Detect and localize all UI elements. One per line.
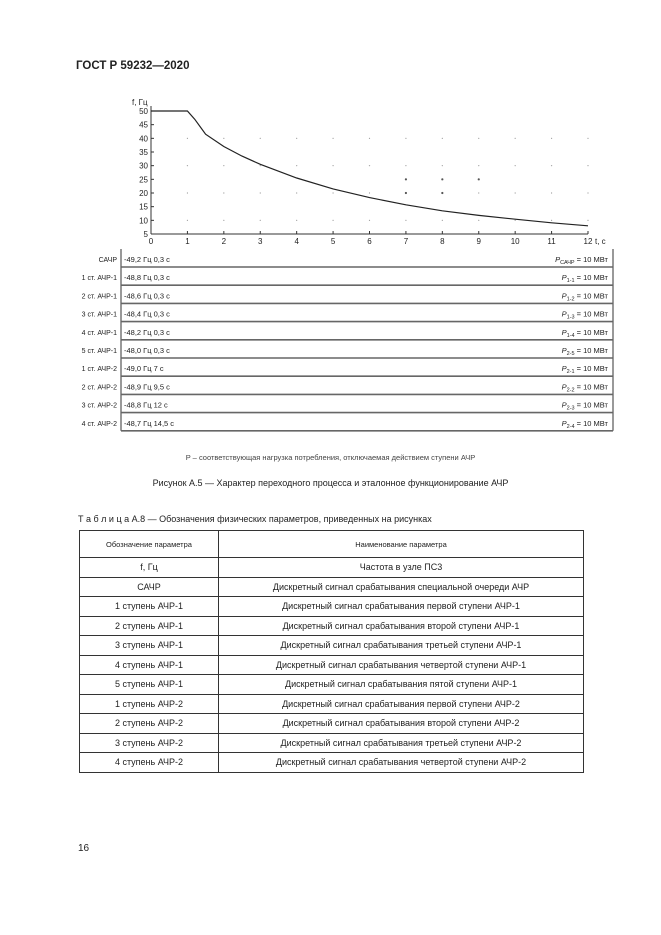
grid-dot bbox=[442, 220, 443, 221]
grid-dot bbox=[587, 165, 588, 166]
signal-row-label: 4 ст. АЧР-2 bbox=[81, 420, 117, 428]
grid-dot bbox=[405, 138, 406, 139]
power-symbol: P bbox=[561, 418, 567, 428]
x-tick-label: 5 bbox=[330, 237, 336, 246]
table-row bbox=[80, 675, 584, 695]
data-marker bbox=[405, 178, 407, 180]
param-name: Дискретный сигнал срабатывания третьей ступени АЧР-2 bbox=[219, 733, 584, 753]
data-marker bbox=[405, 192, 407, 194]
param-designation: 2 ступень АЧР-1 bbox=[80, 616, 219, 636]
power-subscript: 2-3 bbox=[566, 405, 575, 412]
x-tick-label: 10 bbox=[510, 237, 520, 246]
grid-dot bbox=[296, 138, 297, 139]
data-marker bbox=[478, 178, 480, 180]
signal-row-setting: -48,2 Гц 0,3 с bbox=[124, 327, 170, 337]
power-symbol: P bbox=[561, 291, 567, 301]
power-value: = 10 МВт bbox=[574, 418, 608, 428]
param-name: Дискретный сигнал срабатывания второй ступени АЧР-2 bbox=[219, 714, 584, 734]
power-symbol: P bbox=[561, 346, 567, 355]
data-marker bbox=[441, 178, 443, 180]
x-tick-label: 0 bbox=[148, 237, 154, 246]
grid-dot bbox=[260, 220, 261, 221]
signal-row-setting: -48,8 Гц 12 с bbox=[124, 400, 168, 410]
signal-row-setting: -48,6 Гц 0,3 с bbox=[124, 291, 170, 301]
x-tick-label: 6 bbox=[367, 237, 372, 246]
y-tick-label: 20 bbox=[139, 189, 148, 198]
grid-dot bbox=[223, 192, 224, 193]
param-name: Дискретный сигнал срабатывания пятой ступени АЧР-1 bbox=[219, 675, 584, 695]
power-symbol: P bbox=[561, 327, 567, 337]
y-tick-label: 15 bbox=[139, 202, 148, 212]
grid-dot bbox=[332, 220, 333, 221]
grid-dot bbox=[296, 165, 297, 166]
param-name: Дискретный сигнал срабатывания первой ступени АЧР-2 bbox=[219, 694, 584, 714]
grid-dot bbox=[478, 192, 479, 193]
frequency-line bbox=[151, 111, 588, 226]
signal-row-label: 2 ст. АЧР-1 bbox=[81, 293, 117, 301]
signal-row-setting: -48,9 Гц 9,5 с bbox=[124, 382, 170, 392]
grid-dot bbox=[515, 192, 516, 193]
grid-dot bbox=[296, 220, 297, 221]
signal-row-power bbox=[555, 255, 608, 266]
table-row bbox=[80, 733, 584, 753]
power-value: = 10 МВт bbox=[574, 364, 608, 374]
x-tick-label: 9 bbox=[476, 237, 481, 246]
power-symbol: P bbox=[561, 309, 567, 319]
param-designation: САЧР bbox=[80, 577, 219, 597]
signal-row-setting: -49,0 Гц 7 с bbox=[124, 364, 164, 374]
signal-row-label: 1 ст. АЧР-2 bbox=[81, 366, 117, 374]
signal-row-power bbox=[562, 419, 609, 430]
grid-dot bbox=[405, 165, 406, 166]
table-header-row bbox=[80, 531, 584, 558]
x-tick-label: 1 bbox=[185, 237, 190, 246]
y-tick-label: 40 bbox=[139, 134, 148, 144]
grid-dot bbox=[478, 138, 479, 139]
page-number: 16 bbox=[78, 843, 90, 854]
grid-dot bbox=[260, 192, 261, 193]
power-subscript: 2-1 bbox=[566, 369, 575, 376]
grid-dot bbox=[478, 220, 479, 221]
param-name: Дискретный сигнал срабатывания специальной очереди АЧР bbox=[219, 577, 584, 597]
grid-dot bbox=[332, 138, 333, 139]
power-subscript: 1-3 bbox=[566, 314, 575, 321]
power-subscript: 1-1 bbox=[566, 278, 575, 285]
signal-row-power bbox=[562, 401, 609, 412]
power-value: = 10 МВт bbox=[574, 400, 608, 410]
x-axis-label: t, с bbox=[595, 237, 606, 246]
y-tick-label: 5 bbox=[143, 230, 148, 239]
power-subscript: 1-2 bbox=[566, 296, 575, 303]
x-tick-label: 11 bbox=[547, 237, 556, 246]
x-tick-label: 7 bbox=[403, 237, 409, 246]
figure-footnote: P – соответствующая нагрузка потребления, отключаемая действием ступени АЧР bbox=[185, 453, 476, 462]
grid-dot bbox=[223, 165, 224, 166]
table-row bbox=[80, 714, 584, 734]
signal-row-power bbox=[562, 346, 609, 357]
power-symbol: P bbox=[555, 255, 561, 264]
signal-row-power bbox=[562, 328, 609, 339]
signal-row-label: 5 ст. АЧР-1 bbox=[81, 348, 117, 355]
grid-dot bbox=[369, 138, 370, 139]
grid-dot bbox=[515, 165, 516, 166]
grid-dot bbox=[442, 138, 443, 139]
param-designation: 2 ступень АЧР-2 bbox=[80, 714, 219, 734]
signal-row-setting: -48,8 Гц 0,3 с bbox=[124, 273, 170, 283]
signal-row-label: САЧР bbox=[98, 257, 117, 264]
power-symbol: P bbox=[561, 273, 567, 283]
signal-row-power bbox=[562, 382, 609, 393]
param-designation: 5 ступень АЧР-1 bbox=[80, 675, 219, 695]
y-tick-label: 50 bbox=[139, 107, 148, 116]
grid-dot bbox=[551, 220, 552, 221]
grid-dot bbox=[369, 220, 370, 221]
table-row bbox=[80, 558, 584, 578]
grid-dot bbox=[587, 192, 588, 193]
x-tick-label: 4 bbox=[294, 237, 299, 246]
x-tick-label: 8 bbox=[440, 237, 445, 246]
param-designation: 3 ступень АЧР-1 bbox=[80, 636, 219, 656]
figure-caption: Рисунок А.5 — Характер переходного процесса и эталонное функционирование АЧР bbox=[152, 478, 509, 488]
signal-row-label: 3 ст. АЧР-1 bbox=[81, 311, 117, 319]
grid-dot bbox=[332, 165, 333, 166]
grid-dot bbox=[187, 165, 188, 166]
parameters-table bbox=[79, 530, 584, 773]
signal-row-power bbox=[562, 364, 609, 375]
grid-dot bbox=[515, 138, 516, 139]
power-value: = 10 МВт bbox=[574, 309, 608, 319]
signal-row-label: 2 ст. АЧР-2 bbox=[81, 384, 117, 392]
param-designation: 1 ступень АЧР-2 bbox=[80, 694, 219, 714]
grid-dot bbox=[515, 220, 516, 221]
power-value: = 10 МВт bbox=[574, 382, 608, 392]
x-tick-label: 2 bbox=[221, 237, 227, 246]
power-value: = 10 МВт bbox=[574, 346, 608, 355]
signal-row-setting: -48,0 Гц 0,3 с bbox=[124, 346, 170, 355]
y-axis-label: f, Гц bbox=[132, 98, 148, 107]
param-name: Частота в узле ПС3 bbox=[219, 558, 584, 578]
grid-dot bbox=[187, 220, 188, 221]
table-row bbox=[80, 577, 584, 597]
table-row bbox=[80, 753, 584, 773]
param-designation: 4 ступень АЧР-2 bbox=[80, 753, 219, 773]
grid-dot bbox=[369, 165, 370, 166]
table-row bbox=[80, 616, 584, 636]
power-value: = 10 МВт bbox=[574, 255, 608, 264]
power-symbol: P bbox=[561, 364, 567, 374]
power-symbol: P bbox=[561, 400, 567, 410]
grid-dot bbox=[551, 192, 552, 193]
param-name: Дискретный сигнал срабатывания первой ступени АЧР-1 bbox=[219, 597, 584, 617]
grid-dot bbox=[223, 138, 224, 139]
grid-dot bbox=[587, 138, 588, 139]
param-designation: 3 ступень АЧР-2 bbox=[80, 733, 219, 753]
grid-dot bbox=[478, 165, 479, 166]
x-tick-label: 3 bbox=[258, 237, 263, 246]
grid-dot bbox=[260, 138, 261, 139]
table-row bbox=[80, 636, 584, 656]
frequency-chart bbox=[0, 0, 661, 450]
param-designation: f, Гц bbox=[80, 558, 219, 578]
signal-row-power bbox=[562, 291, 609, 302]
x-tick-label: 12 bbox=[583, 237, 593, 246]
y-tick-label: 25 bbox=[139, 175, 148, 185]
grid-dot bbox=[369, 192, 370, 193]
power-value: = 10 МВт bbox=[574, 291, 608, 301]
signal-row-setting: -49,2 Гц 0,3 с bbox=[124, 255, 170, 264]
y-tick-label: 10 bbox=[139, 216, 148, 226]
signal-row-label: 4 ст. АЧР-1 bbox=[81, 329, 117, 337]
param-name: Дискретный сигнал срабатывания четвертой ступени АЧР-2 bbox=[219, 753, 584, 773]
y-tick-label: 30 bbox=[139, 161, 148, 171]
param-name: Дискретный сигнал срабатывания четвертой ступени АЧР-1 bbox=[219, 655, 584, 675]
table-row bbox=[80, 597, 584, 617]
param-designation: 1 ступень АЧР-1 bbox=[80, 597, 219, 617]
grid-dot bbox=[332, 192, 333, 193]
grid-dot bbox=[405, 220, 406, 221]
data-marker bbox=[441, 192, 443, 194]
grid-dot bbox=[260, 165, 261, 166]
grid-dot bbox=[296, 192, 297, 193]
signal-row-power bbox=[562, 310, 609, 321]
param-designation: 4 ступень АЧР-1 bbox=[80, 655, 219, 675]
header-name: Наименование параметра bbox=[219, 531, 584, 558]
power-value: = 10 МВт bbox=[574, 273, 608, 283]
power-symbol: P bbox=[561, 382, 567, 392]
signal-row-setting: -48,4 Гц 0,3 с bbox=[124, 309, 170, 319]
param-name: Дискретный сигнал срабатывания третьей ступени АЧР-1 bbox=[219, 636, 584, 656]
power-subscript: 2-4 bbox=[566, 423, 575, 430]
header-designation: Обозначение параметра bbox=[80, 531, 219, 558]
grid-dot bbox=[187, 138, 188, 139]
y-tick-label: 35 bbox=[139, 148, 148, 157]
signal-row-label: 1 ст. АЧР-1 bbox=[81, 275, 117, 283]
signal-row-setting: -48,7 Гц 14,5 с bbox=[124, 418, 175, 428]
power-subscript: 2-2 bbox=[566, 387, 575, 394]
grid-dot bbox=[551, 138, 552, 139]
grid-dot bbox=[223, 220, 224, 221]
table-row bbox=[80, 655, 584, 675]
grid-dot bbox=[551, 165, 552, 166]
power-subscript: 1-4 bbox=[566, 332, 575, 339]
power-subscript: 2-5 bbox=[566, 351, 575, 357]
signal-row-power bbox=[562, 273, 609, 284]
table-row bbox=[80, 694, 584, 714]
param-name: Дискретный сигнал срабатывания второй ступени АЧР-1 bbox=[219, 616, 584, 636]
power-value: = 10 МВт bbox=[574, 327, 608, 337]
power-subscript: САЧР bbox=[560, 260, 575, 266]
document-header: ГОСТ Р 59232—2020 bbox=[76, 60, 190, 72]
table-title: Т а б л и ц а А.8 — Обозначения физических параметров, приведенных на рисунках bbox=[78, 514, 432, 524]
grid-dot bbox=[587, 220, 588, 221]
y-tick-label: 45 bbox=[139, 120, 148, 130]
grid-dot bbox=[442, 165, 443, 166]
grid-dot bbox=[187, 192, 188, 193]
signal-row-label: 3 ст. АЧР-2 bbox=[81, 402, 117, 410]
